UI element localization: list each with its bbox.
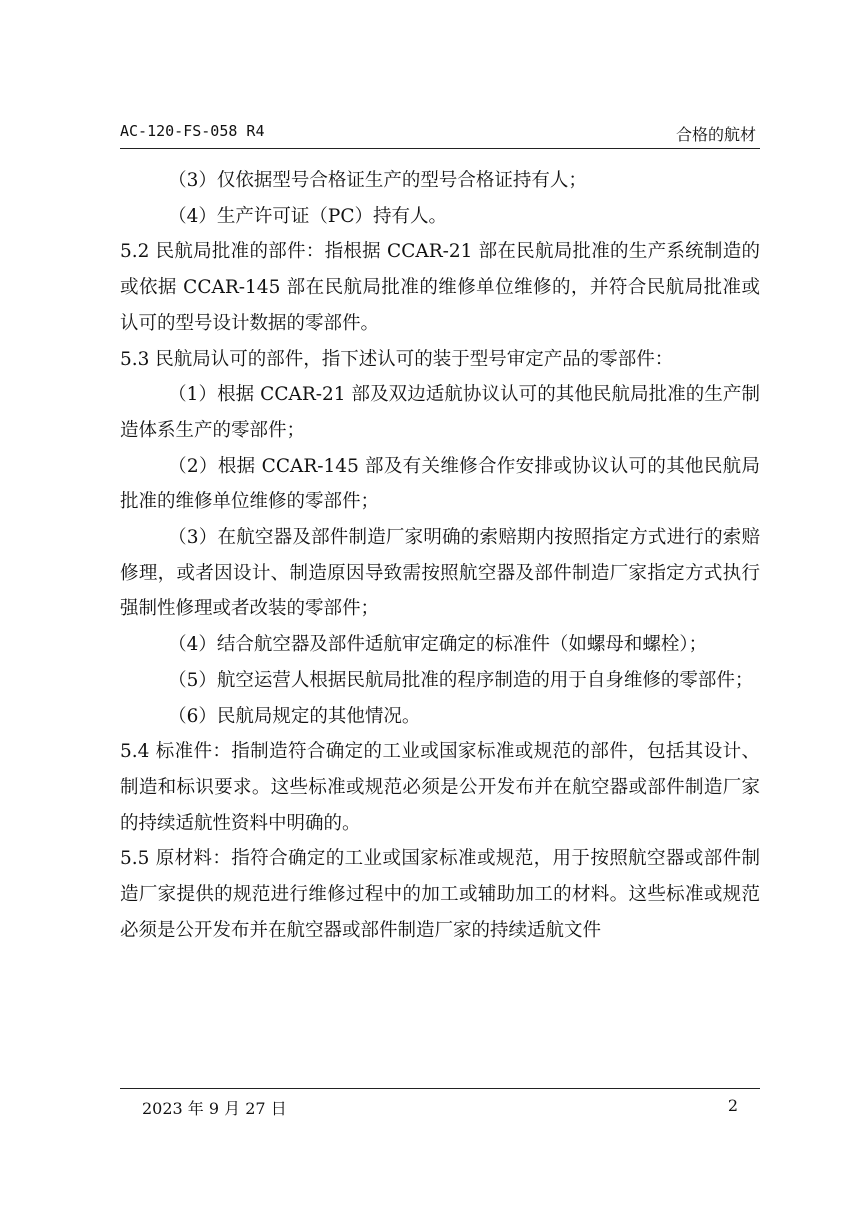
list-item: （1）根据 CCAR-21 部及双边适航协议认可的其他民航局批准的生产制造体系生产的零部件； <box>120 384 760 441</box>
section-paragraph-5-4: 5.4 标准件：指制造符合确定的工业或国家标准或规范的部件，包括其设计、制造和标识要求。这些标准或规范必须是公开发布并在航空器或部件制造厂家的持续适航性资料中明确的。 <box>120 741 760 834</box>
section-paragraph-5-2: 5.2 民航局批准的部件：指根据 CCAR-21 部在民航局批准的生产系统制造的或依据 CCAR-145 部在民航局批准的维修单位维修的，并符合民航局批准或认可的型号设计数据的零部件。 <box>120 241 760 334</box>
list-item: （3）在航空器及部件制造厂家明确的索赔期内按照指定方式进行的索赔修理，或者因设计、制造原因导致需按照航空器及部件制造厂家指定方式执行强制性修理或者改装的零部件； <box>120 527 760 620</box>
page-number: 2 <box>727 1096 738 1115</box>
header-rule <box>120 148 760 149</box>
document-number: AC-120-FS-058 R4 <box>120 122 265 140</box>
list-item: （2）根据 CCAR-145 部及有关维修合作安排或协议认可的其他民航局批准的维修单位维修的零部件； <box>120 455 760 513</box>
section-paragraph-5-3: 5.3 民航局认可的部件，指下述认可的装于型号审定产品的零部件： <box>120 348 674 370</box>
list-item: （3）仅依据型号合格证生产的型号合格证持有人； <box>168 170 587 191</box>
document-body <box>120 163 760 948</box>
document-title: 合格的航材 <box>675 125 756 144</box>
list-item: （6）民航局规定的其他情况。 <box>168 705 421 727</box>
list-item: （4）生产许可证（PC）持有人。 <box>168 205 447 227</box>
page-footer <box>120 1096 760 1120</box>
page-header <box>120 122 760 150</box>
footer-rule <box>120 1088 760 1089</box>
section-paragraph-5-5: 5.5 原材料：指符合确定的工业或国家标准或规范，用于按照航空器或部件制造厂家提供的规范进行维修过程中的加工或辅助加工的材料。这些标准或规范必须是公开发布并在航空器或部件制造厂家的持续适航文件 <box>120 848 760 941</box>
list-item: （4）结合航空器及部件适航审定确定的标准件（如螺母和螺栓）； <box>168 634 708 656</box>
footer-date: 2023 年 9 月 27 日 <box>142 1099 287 1118</box>
list-item: （5）航空运营人根据民航局批准的程序制造的用于自身维修的零部件； <box>168 669 754 691</box>
